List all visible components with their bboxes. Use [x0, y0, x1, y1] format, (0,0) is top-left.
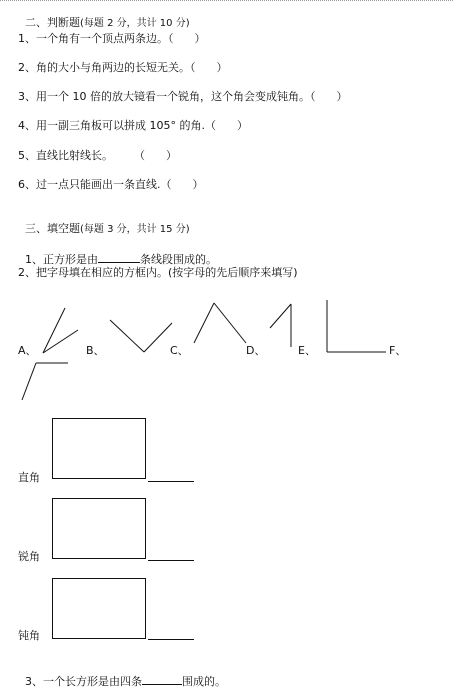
angle-c-ray-2 — [214, 303, 246, 343]
acute-angle-box[interactable] — [52, 498, 146, 559]
angle-label-f: F、 — [389, 344, 407, 357]
fill-question-3-after: 围成的。 — [182, 675, 226, 688]
angle-b-ray-1 — [110, 320, 144, 352]
section-3-title: 三、填空题 — [25, 222, 80, 235]
right-angle-label: 直角 — [18, 471, 40, 484]
obtuse-angle-label: 钝角 — [18, 629, 40, 642]
right-angle-answer-line[interactable] — [148, 481, 194, 482]
angle-label-c: C、 — [170, 344, 189, 357]
angle-label-b: B、 — [86, 344, 105, 357]
angle-c-ray-1 — [194, 303, 214, 343]
section-2-note: (每题 2 分，共计 10 分) — [80, 18, 190, 29]
right-angle-box[interactable] — [52, 418, 146, 479]
acute-angle-answer-line[interactable] — [148, 560, 194, 561]
section-2-title: 二、判断题 — [25, 16, 80, 29]
fill-question-1-before: 1、正方形是由 — [25, 253, 98, 266]
angle-b-ray-2 — [144, 323, 172, 352]
judge-question-4: 4、用一副三角板可以拼成 105° 的角.（ ） — [18, 119, 248, 132]
judge-question-3: 3、用一个 10 倍的放大镜看一个锐角，这个角会变成钝角。（ ） — [18, 90, 348, 103]
obtuse-angle-answer-line[interactable] — [148, 639, 194, 640]
section-3-note: (每题 3 分，共计 15 分) — [80, 224, 190, 235]
angle-d-ray-1 — [270, 304, 291, 328]
judge-question-5: 5、直线比射线长。 （ ） — [18, 149, 177, 162]
angle-label-d: D、 — [246, 344, 266, 357]
fill-question-1-after: 条线段围成的。 — [140, 253, 217, 266]
angle-a-ray-4 — [22, 363, 36, 400]
acute-angle-label: 锐角 — [18, 550, 40, 563]
angle-label-a: A、 — [18, 344, 37, 357]
fill-question-3 — [18, 659, 226, 689]
obtuse-angle-box[interactable] — [52, 578, 146, 639]
fill-question-3-before: 3、一个长方形是由四条 — [25, 675, 142, 688]
fill-question-2: 2、把字母填在相应的方框内。(按字母的先后顺序来填写) — [18, 266, 298, 279]
judge-question-1: 1、一个角有一个顶点两条边。（ ） — [18, 32, 206, 45]
fill-blank-3[interactable] — [142, 673, 182, 685]
angle-label-e: E、 — [298, 344, 316, 357]
judge-question-6: 6、过一点只能画出一条直线.（ ） — [18, 178, 204, 191]
judge-question-2: 2、角的大小与角两边的长短无关。（ ） — [18, 61, 228, 74]
